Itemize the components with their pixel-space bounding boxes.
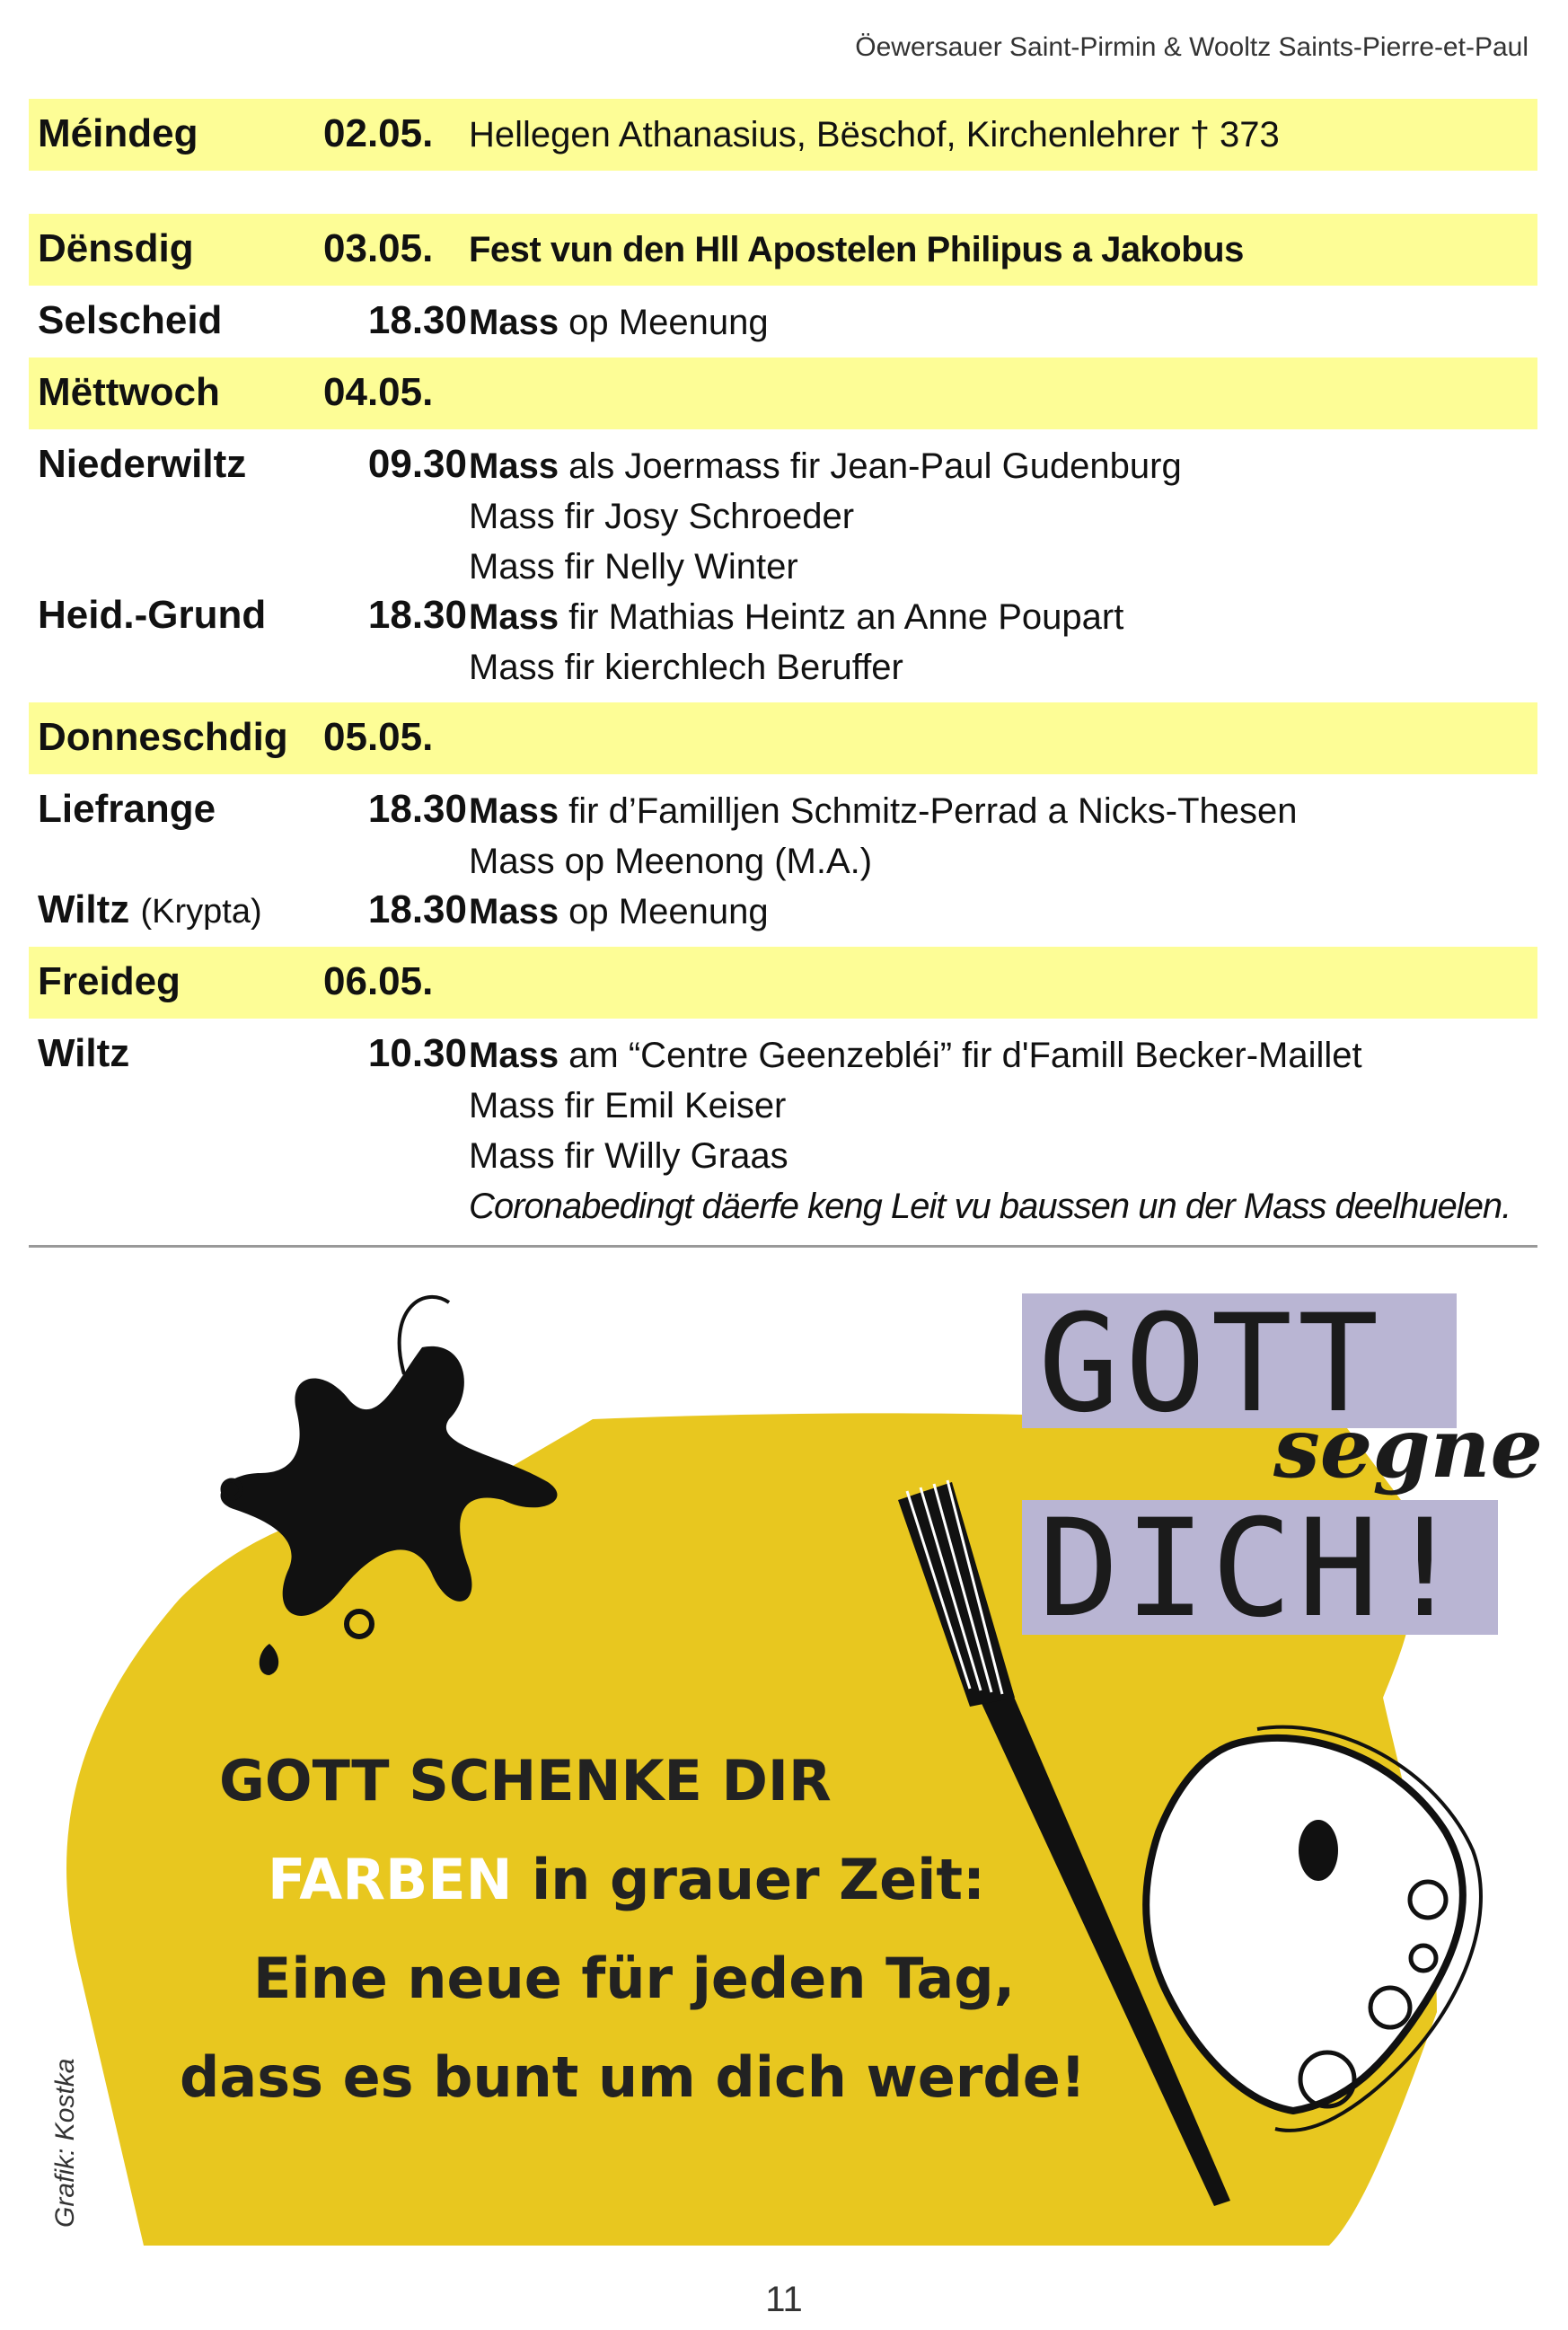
message-line-1: GOTT SCHENKE DIR (219, 1748, 832, 1814)
highlight-word: FARBEN (268, 1847, 513, 1912)
message-line-3: Eine neue für jeden Tag, (253, 1946, 1016, 2011)
day-date: 03.05. (323, 226, 434, 270)
entry-wiltz-krypta (29, 875, 1537, 947)
mass-line: Mass op Meenung (469, 303, 769, 342)
day-name: Méindeg (38, 111, 198, 155)
divider (29, 1245, 1537, 1248)
mass-line: Mass fir Mathias Heintz an Anne Poupart (469, 597, 1124, 637)
message-line-4: dass es bunt um dich werde! (180, 2044, 1087, 2110)
message-line-2: FARBEN in grauer Zeit: (268, 1847, 985, 1912)
corona-note: Coronabedingt däerfe keng Leit vu baussen un der Mass deelhuelen. (469, 1187, 1511, 1226)
page-number: 11 (765, 2280, 803, 2319)
place-name: Heid.-Grund (38, 593, 267, 637)
mass-time: 18.30 (367, 887, 467, 931)
day-row-tuesday (29, 214, 1537, 286)
day-row-friday (29, 947, 1537, 1019)
paint-blob-icon (1299, 1820, 1338, 1881)
place-name: Wiltz (Krypta) (38, 887, 262, 931)
mass-line: Mass fir Willy Graas (469, 1136, 788, 1176)
entry-wiltz (29, 1019, 1537, 1225)
image-credit: Grafik: Kostka (50, 2058, 80, 2228)
stamp-word-dich: DICH! (1038, 1491, 1471, 1647)
stamp-word-gott: GOTT (1038, 1286, 1385, 1443)
place-name: Selscheid (38, 298, 223, 342)
day-row-wednesday (29, 357, 1537, 429)
gott-segne-dich-stamp (1022, 1286, 1544, 1647)
place-subtitle: (Krypta) (140, 893, 262, 931)
mass-time: 10.30 (367, 1031, 467, 1075)
mass-line: Mass fir kierchlech Beruffer (469, 648, 903, 687)
feast-text: Fest vun den Hll Apostelen Philipus a Jakobus (469, 230, 1244, 269)
mass-line: Mass op Meenung (469, 892, 769, 931)
day-date: 06.05. (323, 959, 434, 1003)
mass-time: 18.30 (367, 787, 467, 831)
entry-heid-grund (29, 580, 1537, 702)
parish-name: Öewersauer Saint-Pirmin & Wooltz Saints-Pierre-et-Paul (855, 32, 1528, 62)
day-row-monday (29, 99, 1537, 171)
day-row-thursday (29, 702, 1537, 774)
place-name: Niederwiltz (38, 442, 247, 486)
mass-line: Mass am “Centre Geenzebléi” fir d'Famill Becker-Maillet (469, 1036, 1362, 1075)
mass-line: Mass fir Emil Keiser (469, 1086, 787, 1125)
mass-time: 18.30 (367, 593, 467, 637)
day-date: 05.05. (323, 715, 434, 759)
mass-time: 18.30 (367, 298, 467, 342)
entry-liefrange (29, 774, 1537, 881)
mass-line: Mass fir Josy Schroeder (469, 497, 855, 536)
mass-time: 09.30 (367, 442, 467, 486)
feast-text: Hellegen Athanasius, Bëschof, Kirchenlehrer † 373 (469, 115, 1280, 154)
mass-line: Mass op Meenong (M.A.) (469, 842, 873, 881)
stamp-word-segne: segne (1273, 1399, 1544, 1496)
day-name: Donneschdig (38, 715, 288, 759)
mass-schedule (29, 99, 1537, 1225)
entry-niederwiltz (29, 429, 1537, 587)
mass-line: Mass fir d’Familljen Schmitz-Perrad a Nicks-Thesen (469, 791, 1298, 831)
day-date: 04.05. (323, 370, 434, 414)
entry-selscheid (29, 286, 1537, 357)
mass-line: Mass als Joermass fir Jean-Paul Gudenburg (469, 446, 1182, 486)
day-name: Mëttwoch (38, 370, 220, 414)
place-name: Wiltz (38, 1031, 130, 1075)
day-name: Freideg (38, 959, 181, 1003)
day-name: Dënsdig (38, 226, 194, 270)
day-date: 02.05. (323, 111, 434, 155)
place-name: Liefrange (38, 787, 216, 831)
mass-line: Mass fir Nelly Winter (469, 547, 798, 587)
spacer (29, 171, 1537, 214)
